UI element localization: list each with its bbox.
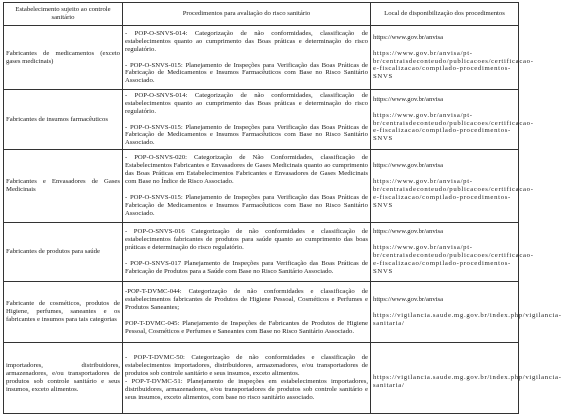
table-row <box>4 282 519 343</box>
procedure-text: - POP-O-SNVS-017 Planejamento de Inspeções para Verificação das Boas Práticas de Fabricação de Produtos para a Saúde com Base no Risco Sanitário Associado. <box>125 259 368 275</box>
procedures-cell <box>123 282 371 343</box>
location-link[interactable]: https://www.gov.br/anvisa <box>373 33 444 41</box>
location-link[interactable]: https://vigilancia.saude.mg.gov.br/index.php/vigilancia-sanitaria/ <box>373 312 562 327</box>
procedure-text: - POP-O-SNVS-014: Categorização de não conformidades, classificação de estabelecimentos quanto ao cumprimento das Boas práticas e determinação do risco regulatório. <box>125 29 368 53</box>
table-row <box>4 26 519 90</box>
procedure-text: - POP-O-SNVS-020: Categorização de Não Conformidades, classificação de Estabelecimentos Fabricantes e Envasadores de Gases Medicinais quanto ao cumprimento das Boas Práticas em Estabelecimentos Fabricantes e Envasadores de Gases Medicinais com Base no Índice de Risco Associado. <box>125 154 368 186</box>
location-link[interactable]: https://vigilancia.saude.mg.gov.br/index.php/vigilancia-sanitaria/ <box>373 374 562 389</box>
procedures-cell <box>123 223 371 282</box>
location-link[interactable]: https://www.gov.br/anvisa/pt-br/centraisdeconteudo/publicacoes/certificacao-e-fiscalizacao/compilado-procedimentos-SNVS <box>373 49 534 81</box>
table-row <box>4 343 519 414</box>
location-cell <box>371 90 534 150</box>
location-cell <box>371 223 534 282</box>
establishment-cell: Fabricantes de produtos para saúde <box>4 223 123 282</box>
table-row <box>4 223 519 282</box>
header-procedures: Procedimentos para avaliação do risco sanitário <box>123 3 371 26</box>
procedures-cell <box>123 26 371 90</box>
table-row <box>4 150 519 223</box>
location-cell <box>371 150 534 223</box>
procedure-text: - POP-T-DVMC-51: Planejamento de inspeções em estabelecimentos importadores, distribuidores, armazenadores, e/ou transportadores de produtos sob controle sanitário e seus insumos, exceto alimentos, com base no risco sanitário associado. <box>125 378 368 401</box>
establishment-cell: Fabricante de cosméticos, produtos de Higiene, perfumes, saneantes e os fabricantes e insumos para tais categorias <box>4 282 123 343</box>
location-cell <box>371 26 534 90</box>
establishment-cell: Fabricantes e Envasadores de Gases Medicinais <box>4 150 123 223</box>
procedures-cell <box>123 343 371 414</box>
location-cell <box>371 282 562 343</box>
header-establishment: Estabelecimento sujeito ao controle sanitário <box>4 3 123 26</box>
location-link[interactable]: https://www.gov.br/anvisa/pt-br/centraisdeconteudo/publicacoes/certificacao-e-fiscalizacao/compilado-procedimentos-SNVS <box>373 111 534 143</box>
establishment-cell: Fabricantes de medicamentos (exceto gases medicinais) <box>4 26 123 90</box>
procedure-text: - POP-O-SNVS-015: Planejamento de Inspeções para Verificação das Boas Práticas de Fabricação de Medicamentos e Insumos Farmacêuticos com Base no Risco Sanitário Associado. <box>125 123 368 147</box>
procedure-text: POP-T-DVMC-045: Planejamento de Inspeções de Fabricantes de Produtos de Higiene Pessoal, Cosméticos e Perfumes e Saneantes com Base no Risco Sanitário Associado. <box>125 319 368 335</box>
procedures-table <box>3 2 562 414</box>
procedure-text: - POP-O-SNVS-015: Planejamento de Inspeções para Verificação das Boas Práticas de Fabricação de Medicamentos e Insumos Farmacêuticos com Base no Risco Sanitário Associado. <box>125 61 368 85</box>
location-link[interactable]: https://www.gov.br/anvisa <box>373 95 444 103</box>
procedure-text: - POP-O-SNVS-016 Categorização de não conformidades e classificação de estabelecimentos fabricantes de produtos para saúde quanto ao cumprimento das boas práticas e determinação do risco regulatório. <box>125 228 368 252</box>
table-header-row <box>4 3 519 26</box>
procedures-cell <box>123 150 371 223</box>
establishment-cell: importadores, distribuidores, armazenadores, e/ou transportadores de produtos sob controle sanitário e seus insumos, exceto alimentos. <box>4 343 123 414</box>
location-link[interactable]: https://www.gov.br/anvisa/pt-br/centraisdeconteudo/publicacoes/certificacao-e-fiscalizacao/compilado-procedimentos-SNVS <box>373 244 534 275</box>
procedure-text: - POP-O-SNVS-015: Planejamento de Inspeções para Verificação das Boas Práticas de Fabricação de Medicamentos e Insumos Farmacêuticos com Base no Risco Sanitário Associado. <box>125 193 368 217</box>
procedure-text: -POP-T-DVMC-044: Categorização de não conformidades e classificação de estabelecimentos fabricantes de Produtos de Higiene Pessoal, Cosméticos e Perfumes e Produtos Saneantes; <box>125 288 368 312</box>
header-location: Local de disponibilização dos procedimentos <box>371 3 519 26</box>
location-link[interactable]: https://www.gov.br/anvisa <box>373 228 444 236</box>
procedure-text: - POP-T-DVMC-50: Categorização de não conformidades e classificação de estabelecimentos importadores, distribuidores, armazenadores, e/ou transportadores de produtos sob controle sanitário e seus insumos, exceto alimentos. <box>125 354 368 378</box>
location-link[interactable]: https://www.gov.br/anvisa <box>373 296 444 304</box>
location-link[interactable]: https://www.gov.br/anvisa/pt-br/centraisdeconteudo/publicacoes/certificacao-e-fiscalizacao/compilado-procedimentos-SNVS <box>373 178 534 209</box>
establishment-cell: Fabricantes de insumos farmacêuticos <box>4 90 123 150</box>
location-link[interactable]: https://www.gov.br/anvisa <box>373 162 444 170</box>
procedure-text: - POP-O-SNVS-014: Categorização de não conformidades, classificação de estabelecimentos quanto ao cumprimento das Boas práticas e determinação do risco regulatório. <box>125 91 368 115</box>
procedures-cell <box>123 90 371 150</box>
location-cell <box>371 343 562 414</box>
table-row <box>4 90 519 150</box>
